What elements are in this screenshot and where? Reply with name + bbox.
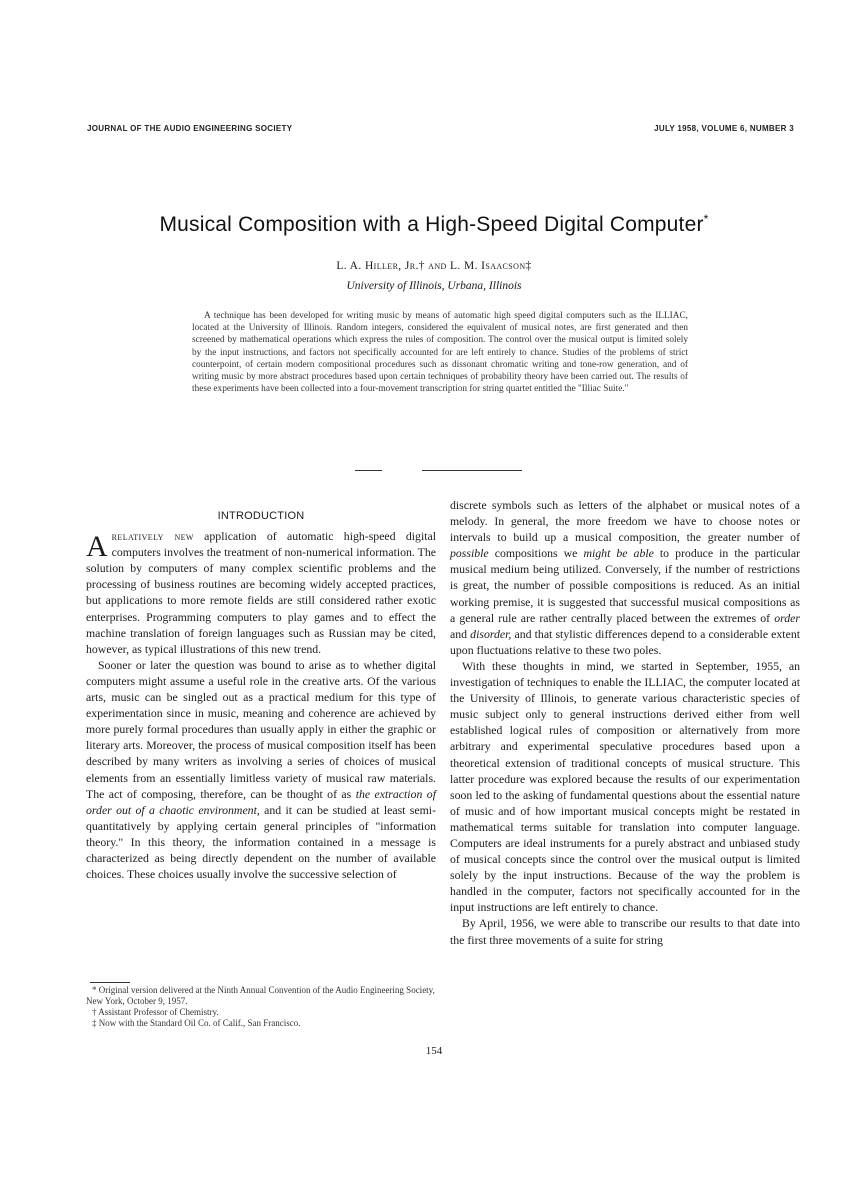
emphasis: might be able [583,546,654,561]
emphasis: possible [450,546,489,561]
emphasis: disorder, [470,626,512,641]
footnote-rule [90,982,130,983]
footnote: † Assistant Professor of Chemistry. [92,1007,219,1017]
emphasis: order [774,610,800,625]
paragraph-text: to produce in the particular musical medium being utilized. Conversely, if the number of restrictions is great, the number of possible compositions is reduced. As an initial working premise, it is suggested that successful musical compositions as a general rule are rather centrally placed between the extremes of [450,546,800,625]
paragraph: With these thoughts in mind, we started in September, 1955, an investigation of techniques to enable the ILLIAC, the computer located at the University of Illinois, to generate various characteristic species of music subject only to general instructions derived either from well established logical rules of composition or alternatively from more arbitrary and experimental speculative procedures based upon a theoretical extension of traditional concepts of musical structure. This latter procedure was explored because the results of our experimentation soon led to the asking of fundamental questions about the essential nature of music and of how important musical concepts might be restated in mathematical terms suitable for translation into computer language. Computers are ideal instruments for a purely abstract and unbiased study of musical concepts since the control over the musical output is limited solely by the input instructions. Because of the way the problem is handled in the computer, factors not specifically accounted for in the input instructions are left entirely to chance. [450,658,800,915]
separator-rule [355,470,382,471]
issue-info: JULY 1958, VOLUME 6, NUMBER 3 [654,124,794,133]
footnote: ‡ Now with the Standard Oil Co. of Calif., San Francisco. [92,1018,301,1028]
paragraph-text: and that stylistic differences depend to a considerable extent upon fluctuations relative to these two poles. [450,626,800,657]
footnotes [86,985,438,1029]
paragraph: By April, 1956, we were able to transcribe our results to that date into the first three movements of a suite for string [450,916,800,947]
article-title-text: Musical Composition with a High-Speed Digital Computer [159,213,704,236]
paragraph [86,657,436,882]
abstract: A technique has been developed for writing music by means of automatic high speed digital computers such as the ILLIAC, located at the University of Illinois. Random integers, considered the equivalent of musical notes, are first generated and then screened by mathematical operations which express the rules of composition. The control over the musical output is limited solely by the input instructions, and factors not specifically accounted for are left entirely to chance. Studies of the problems of strict counterpoint, of certain modern compositional procedures such as dissonant chromatic writing and tone-row generation, and of writing music by more abstract procedures based upon certain techniques of probability theory have been carried out. The results of these experiments have been collected into a four-movement transcription for string quartet entitled the "Illiac Suite." [192,311,688,395]
paragraph-text: application of automatic high-speed digital computers involves the treatment of non-numerical information. The solution by computers of many complex scientific problems and the processing of business routines are becoming widely accepted practices, but applications to more remote fields are still considered rather exotic enterprises. Programming computers to play games and to effect the machine translation of foreign languages such as Russian may be cited, however, as typical illustrations of this new trend. [86,529,437,656]
footnote: * Original version delivered at the Ninth Annual Convention of the Audio Engineering Society, New York, October 9, 1957. [86,985,435,1006]
paragraph-text: discrete symbols such as letters of the alphabet or musical notes of a melody. In general, the more freedom we have to choose notes or intervals to build up a musical composition, the greater number of [450,498,800,545]
paragraph-text: Sooner or later the question was bound to arise as to whether digital computers might assume a useful role in the creative arts. Of the various arts, music can be singled out as a practical medium for this type of experimentation since in music, meaning and coherence are achieved by more purely formal procedures than usually apply in either the graphic or literary arts. Moreover, the process of musical composition itself has been described by many writers as involving a series of choices of musical elements from an essentially limitless variety of musical raw materials. The act of composing, therefore, can be thought of as [86,657,436,801]
paragraph-text: and [450,626,471,641]
paragraph-text: compositions we [488,546,584,561]
journal-name: JOURNAL OF THE AUDIO ENGINEERING SOCIETY [87,124,293,133]
page-number: 154 [425,1045,443,1057]
author-line: L. A. Hiller, Jr.† and L. M. Isaacson‡ [336,260,532,272]
section-heading: INTRODUCTION [217,510,305,522]
paragraph-text: and it can be studied at least semi-quantitatively by applying certain general principles of "information theory." In this theory, the information contained in a message is characterized as being directly dependent on the number of available choices. These choices usually involve the successive selection of [86,802,437,882]
title-footnote-mark: * [703,212,709,226]
emphasis: the extraction of order out of a chaotic environment, [86,786,436,817]
drop-cap: A [86,530,108,564]
paragraph [86,528,436,657]
right-column [450,497,800,948]
left-column [86,508,436,882]
paragraph [450,497,800,658]
article-title [0,212,868,237]
lead-in: relatively new [111,529,194,544]
affiliation: University of Illinois, Urbana, Illinois [346,280,522,292]
separator-rule [422,470,522,471]
